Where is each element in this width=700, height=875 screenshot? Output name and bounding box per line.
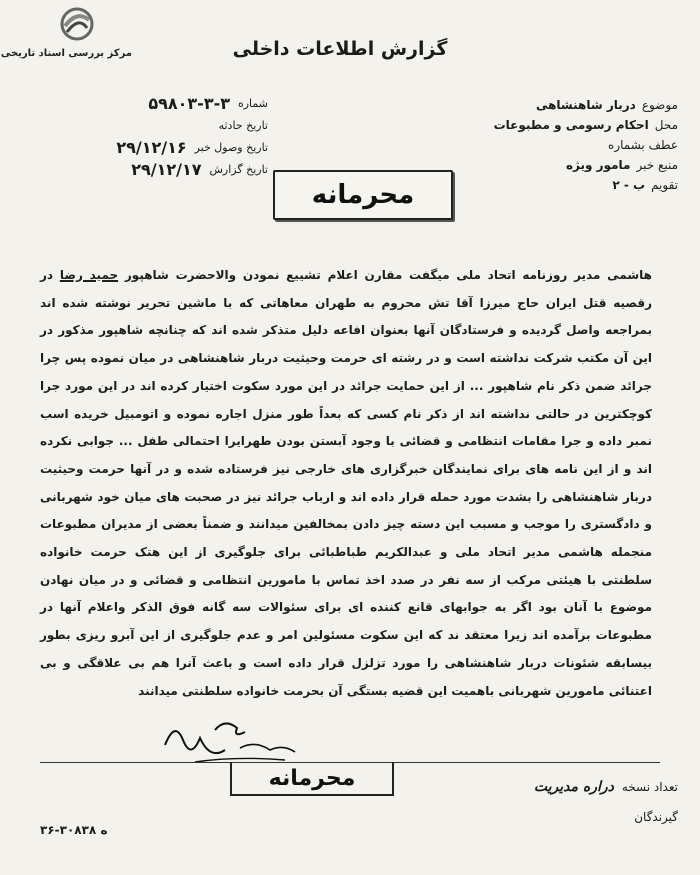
confidential-stamp-bottom: محرمانه: [230, 762, 394, 796]
received-date-label: تاریخ وصول خبر: [194, 140, 268, 154]
reference-label: عطف بشماره: [608, 138, 678, 152]
report-body: [40, 262, 652, 705]
confidential-stamp: محرمانه: [273, 170, 453, 220]
number-value: ۵۹۸۰۳-۳-۳: [148, 93, 230, 113]
event-date-label: تاریخ حادثه: [218, 118, 268, 132]
source-value: مامور ویژه: [565, 158, 631, 172]
copies-value: دراره مدیریت: [533, 779, 614, 795]
copies-row: [358, 772, 678, 802]
report-date-row: [18, 158, 268, 180]
meta-left: [18, 92, 268, 180]
body-line-1: هاشمی مدیر روزنامه اتحاد ملی میگفت مقارن اعلام تشییع نمودن والاحضرت شاهپور: [118, 268, 652, 282]
reference-row: [418, 135, 678, 155]
recipients-row: [358, 802, 678, 832]
evaluation-value: ب - ۲: [612, 178, 646, 192]
source-row: [418, 155, 678, 175]
number-label: شماره: [237, 96, 268, 110]
number-row: [18, 92, 268, 114]
copies-label: تعداد نسخه: [621, 780, 678, 794]
report-date-value: ۲۹/۱۲/۱۷: [131, 159, 202, 179]
source-label: منبع خبر: [636, 158, 678, 172]
handwritten-initials-icon: [155, 710, 315, 770]
meta-right: [418, 95, 678, 195]
bottom-code: ۳۶-۳۰۸۳۸ ه: [40, 823, 108, 837]
location-value: احکام رسومی و مطبوعات: [493, 118, 649, 132]
body-text: در رقصیه قتل ایران حاج میرزا آقا تش محروم به طهران معاهاتی که با ماشین تحریر نوشته شده اند بمراجعه واصل گردیده و فرستادگان آنها بعنوان افاعه دلیل متذکر شده اند که چنانچه شاهپور مذکور در این آن مکتب شرکت نداشته است و در رشته ای حرمت وحیثیت دربار شاهنشاهی در میان نموده پس چرا جرائد ضمن ذکر نام شاهپور ... از این حمایت جرائد در این مورد سکوت اختیار کرده اند در این مورد جرا کوچکترین در حالتی نداشته اند از ذکر نام کسی که بعداً طور منزل اجاره نموده و اتومبیل خریده اسب نمبر داده و جرا مقامات انتظامی و قضائی با وجود آبستن بودن طهرایرا احتمالی طفل ... جوابی نکرده اند و از این نامه های برای نمایندگان خبرگزاری های خارجی نیز فرستاده شده و در آنها حرمت وحیثیت دربار شاهنشاهی را بشدت مورد حمله قرار داده اند و ارباب جرائد نیز در صحبت های میان خود شهربانی و دادگستری را موجب و مسبب این دسته چیز دادن بمخالفین میدانند و ضمناً بعضی از مدیران مطبوعات منجمله هاشمی مدیر اتحاد ملی و عبدالکریم طباطبائی برای جلوگیری از این هتک حرمت خانواده سلطنتی با هیئتی مرکب از سه نفر در صدد اخذ تماس با مامورین انتظامی و قضائی و در میان نهادن موضوع با آنان بود اگر به جوابهای قانع کننده ای برای سئوالات سه گانه فوق الذکر واعلام آنها در مطبوعات برآمده اند زیرا معتقد ند که این سکوت مسئولین امر و عدم جلوگیری از این آبرو ریزی بطور بیسابقه شئونات دربار شاهنشاهی را مورد تزلزل قرار داده است و باعث آنرا هم بی علاقگی و بی اعتنائی مامورین شهربانی باهمیت این قضیه بستگی آن بحرمت خانواده سلطنتی میدانند: [40, 268, 652, 698]
evaluation-row: [418, 175, 678, 195]
subject-label: موضوع: [641, 98, 678, 112]
archive-logo: [0, 6, 132, 66]
underlined-name: حمید رضا: [59, 268, 119, 282]
event-date-row: [18, 114, 268, 136]
location-label: محل: [654, 118, 678, 132]
evaluation-label: تقویم: [651, 178, 678, 192]
subject-row: [418, 95, 678, 115]
page-title: گزارش اطلاعات داخلی: [232, 38, 448, 60]
received-date-row: [18, 136, 268, 158]
report-paragraph: [40, 262, 652, 705]
location-row: [418, 115, 678, 135]
logo-text: مرکز بررسی اسناد تاریخی: [0, 48, 132, 59]
received-date-value: ۲۹/۱۲/۱۶: [116, 137, 187, 157]
report-date-label: تاریخ گزارش: [209, 162, 268, 176]
archive-emblem-icon: [57, 6, 97, 42]
recipients-label: گیرندگان: [634, 810, 678, 824]
footer-right: [358, 772, 678, 832]
subject-value: دربار شاهنشاهی: [535, 98, 636, 112]
